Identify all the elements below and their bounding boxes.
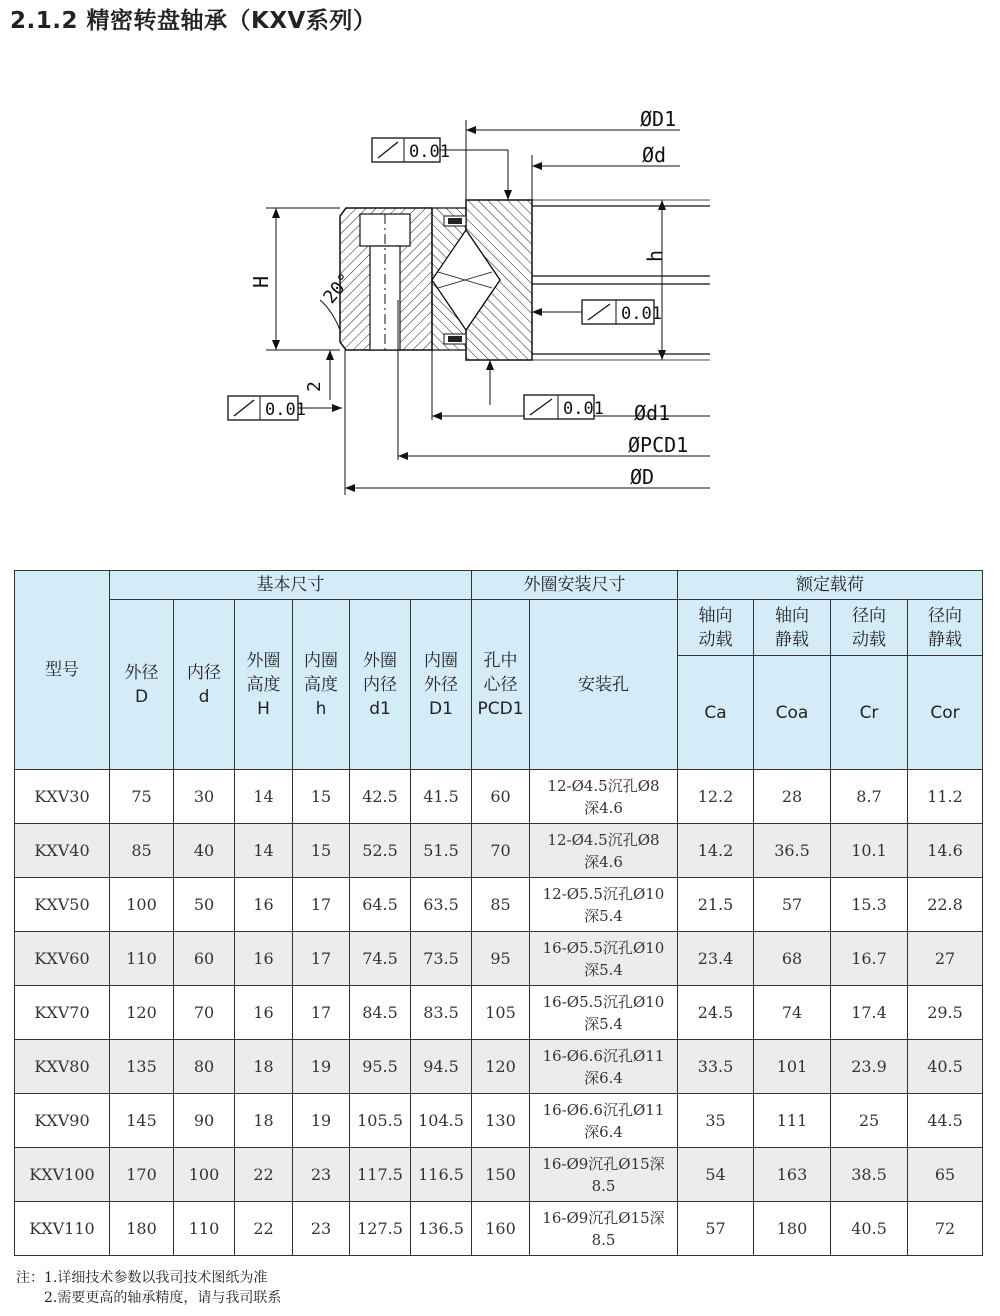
cell-D: 85 — [110, 824, 174, 878]
header-ca: Ca — [678, 656, 754, 770]
header-model: 型号 — [15, 571, 110, 770]
cell-model: KXV50 — [15, 878, 110, 932]
cell-Ca: 12.2 — [678, 770, 754, 824]
header-h — [293, 600, 350, 770]
cell-hole: 12-Ø4.5沉孔Ø8 深4.6 — [530, 824, 678, 878]
table-row — [15, 1202, 983, 1256]
cell-PCD1: 120 — [472, 1040, 530, 1094]
cell-Coa: 28 — [754, 770, 831, 824]
header-PCD1 — [472, 600, 530, 770]
cell-Cr: 23.9 — [831, 1040, 908, 1094]
cell-d: 50 — [174, 878, 235, 932]
cell-Cr: 16.7 — [831, 932, 908, 986]
cell-d1: 105.5 — [350, 1094, 411, 1148]
cell-hole: 12-Ø4.5沉孔Ø8 深4.6 — [530, 770, 678, 824]
cell-Coa: 57 — [754, 878, 831, 932]
header-d1 — [350, 600, 411, 770]
header-D — [110, 600, 174, 770]
tolerance-frame-left — [228, 396, 306, 420]
cell-hole: 16-Ø6.6沉孔Ø11 深6.4 — [530, 1094, 678, 1148]
cell-h: 23 — [293, 1148, 350, 1202]
header-ca-top — [678, 600, 754, 656]
label-d1: Ød1 — [634, 401, 671, 425]
table-row — [15, 986, 983, 1040]
cell-H: 16 — [235, 986, 293, 1040]
cell-Cor: 22.8 — [908, 878, 983, 932]
label-gap: 2 — [304, 381, 325, 392]
cell-Ca: 21.5 — [678, 878, 754, 932]
cell-hole: 16-Ø9沉孔Ø15深 8.5 — [530, 1148, 678, 1202]
cell-d1: 117.5 — [350, 1148, 411, 1202]
cell-Cr: 25 — [831, 1094, 908, 1148]
tolerance-frame-right — [582, 300, 662, 324]
cell-model: KXV40 — [15, 824, 110, 878]
header-ca-top-label: 轴向 动载 — [698, 605, 733, 650]
cell-Ca: 33.5 — [678, 1040, 754, 1094]
header-d1-label: 外圈 内径 d1 — [363, 650, 397, 719]
shaft-lines — [532, 200, 710, 360]
tolerance-frame-top — [372, 138, 450, 162]
cell-Ca: 14.2 — [678, 824, 754, 878]
note-1: 注：1.详细技术参数以我司技术图纸为准 — [16, 1270, 268, 1286]
header-PCD1-label: 孔中 心径 PCD1 — [477, 650, 524, 719]
header-coa-top — [754, 600, 831, 656]
cell-Cr: 17.4 — [831, 986, 908, 1040]
header-D1 — [411, 600, 472, 770]
label-h: h — [643, 249, 667, 262]
tolerance-value: 0.01 — [621, 304, 662, 324]
tolerance-frame-bottom — [524, 395, 604, 419]
cell-d1: 42.5 — [350, 770, 411, 824]
cell-h: 19 — [293, 1040, 350, 1094]
cell-d: 60 — [174, 932, 235, 986]
cell-D1: 104.5 — [411, 1094, 472, 1148]
header-hole: 安装孔 — [530, 600, 678, 770]
bearing-drawing — [0, 60, 1000, 540]
label-d: Ød — [642, 143, 667, 167]
cell-D: 75 — [110, 770, 174, 824]
spec-table — [14, 570, 983, 1256]
cell-PCD1: 70 — [472, 824, 530, 878]
cell-PCD1: 95 — [472, 932, 530, 986]
cell-d1: 95.5 — [350, 1040, 411, 1094]
cell-D1: 94.5 — [411, 1040, 472, 1094]
cell-Cor: 44.5 — [908, 1094, 983, 1148]
cell-h: 17 — [293, 878, 350, 932]
cell-hole: 12-Ø5.5沉孔Ø10 深5.4 — [530, 878, 678, 932]
cell-D: 100 — [110, 878, 174, 932]
cell-model: KXV80 — [15, 1040, 110, 1094]
cell-d: 40 — [174, 824, 235, 878]
table-row — [15, 932, 983, 986]
cell-d1: 84.5 — [350, 986, 411, 1040]
header-d — [174, 600, 235, 770]
cell-Ca: 23.4 — [678, 932, 754, 986]
cell-h: 17 — [293, 932, 350, 986]
cell-D1: 116.5 — [411, 1148, 472, 1202]
cell-d: 90 — [174, 1094, 235, 1148]
cell-Cr: 40.5 — [831, 1202, 908, 1256]
cell-Ca: 57 — [678, 1202, 754, 1256]
header-cor-top-label: 径向 静载 — [928, 605, 962, 650]
header-cor: Cor — [908, 656, 983, 770]
header-basic-dimensions: 基本尺寸 — [110, 571, 472, 600]
cell-h: 15 — [293, 770, 350, 824]
cell-h: 17 — [293, 986, 350, 1040]
cell-H: 22 — [235, 1202, 293, 1256]
cell-h: 23 — [293, 1202, 350, 1256]
cell-d1: 127.5 — [350, 1202, 411, 1256]
header-D1-label: 内圈 外径 D1 — [424, 650, 458, 719]
cell-PCD1: 105 — [472, 986, 530, 1040]
cell-Cor: 27 — [908, 932, 983, 986]
header-rated-load: 额定载荷 — [678, 571, 983, 600]
cell-Cr: 38.5 — [831, 1148, 908, 1202]
cell-D: 135 — [110, 1040, 174, 1094]
cell-hole: 16-Ø5.5沉孔Ø10 深5.4 — [530, 986, 678, 1040]
header-mounting: 外圈安装尺寸 — [472, 571, 678, 600]
cell-D1: 73.5 — [411, 932, 472, 986]
cell-h: 19 — [293, 1094, 350, 1148]
header-d-label: 内径 d — [187, 662, 221, 707]
cell-H: 18 — [235, 1094, 293, 1148]
table-row — [15, 770, 983, 824]
cell-Coa: 180 — [754, 1202, 831, 1256]
cell-D1: 41.5 — [411, 770, 472, 824]
label-D1: ØD1 — [640, 107, 677, 131]
cell-H: 22 — [235, 1148, 293, 1202]
cell-d: 110 — [174, 1202, 235, 1256]
tolerance-value: 0.01 — [265, 400, 306, 420]
cell-H: 14 — [235, 770, 293, 824]
cell-PCD1: 150 — [472, 1148, 530, 1202]
cell-Coa: 68 — [754, 932, 831, 986]
cell-Ca: 35 — [678, 1094, 754, 1148]
header-coa-top-label: 轴向 静载 — [775, 605, 809, 650]
table-body — [15, 770, 983, 1256]
note-2: 2.需要更高的轴承精度，请与我司联系 — [44, 1290, 282, 1306]
table-row — [15, 1148, 983, 1202]
cell-model: KXV60 — [15, 932, 110, 986]
label-PCD1: ØPCD1 — [628, 433, 689, 457]
cell-D: 145 — [110, 1094, 174, 1148]
cell-hole: 16-Ø5.5沉孔Ø10 深5.4 — [530, 932, 678, 986]
header-H — [235, 600, 293, 770]
cell-model: KXV90 — [15, 1094, 110, 1148]
label-H: H — [249, 275, 273, 288]
cell-d: 30 — [174, 770, 235, 824]
cell-d1: 64.5 — [350, 878, 411, 932]
cell-Cr: 10.1 — [831, 824, 908, 878]
cell-Ca: 54 — [678, 1148, 754, 1202]
inner-ring — [432, 200, 532, 360]
cell-D1: 136.5 — [411, 1202, 472, 1256]
cell-Cor: 29.5 — [908, 986, 983, 1040]
header-h-label: 内圈 高度 h — [304, 650, 338, 719]
cell-H: 16 — [235, 932, 293, 986]
cell-hole: 16-Ø6.6沉孔Ø11 深6.4 — [530, 1040, 678, 1094]
cell-PCD1: 160 — [472, 1202, 530, 1256]
header-cor-top — [908, 600, 983, 656]
page-title: 2.1.2 精密转盘轴承（KXV系列） — [10, 8, 377, 34]
cell-D1: 83.5 — [411, 986, 472, 1040]
cell-model: KXV100 — [15, 1148, 110, 1202]
table-row — [15, 824, 983, 878]
cell-Cr: 15.3 — [831, 878, 908, 932]
cell-H: 14 — [235, 824, 293, 878]
cell-Coa: 74 — [754, 986, 831, 1040]
cell-H: 16 — [235, 878, 293, 932]
cell-PCD1: 130 — [472, 1094, 530, 1148]
cell-model: KXV110 — [15, 1202, 110, 1256]
tolerance-value: 0.01 — [409, 142, 450, 162]
header-H-label: 外圈 高度 H — [246, 650, 281, 719]
cell-hole: 16-Ø9沉孔Ø15深 8.5 — [530, 1202, 678, 1256]
cell-h: 15 — [293, 824, 350, 878]
cell-D: 110 — [110, 932, 174, 986]
header-cr-top-label: 径向 动载 — [852, 605, 886, 650]
cell-Cor: 65 — [908, 1148, 983, 1202]
cell-d: 100 — [174, 1148, 235, 1202]
cell-D: 120 — [110, 986, 174, 1040]
label-D: ØD — [630, 465, 655, 489]
cell-Cor: 72 — [908, 1202, 983, 1256]
table-row — [15, 878, 983, 932]
cell-d: 70 — [174, 986, 235, 1040]
cell-PCD1: 85 — [472, 878, 530, 932]
cell-D: 180 — [110, 1202, 174, 1256]
header-coa: Coa — [754, 656, 831, 770]
label-angle: 20° — [319, 269, 357, 308]
cell-D1: 51.5 — [411, 824, 472, 878]
notes — [16, 1268, 281, 1308]
cell-Cor: 11.2 — [908, 770, 983, 824]
table-row — [15, 1094, 983, 1148]
outer-ring — [340, 208, 432, 350]
table-row — [15, 1040, 983, 1094]
cell-Coa: 101 — [754, 1040, 831, 1094]
cell-D: 170 — [110, 1148, 174, 1202]
cell-Cr: 8.7 — [831, 770, 908, 824]
cell-Ca: 24.5 — [678, 986, 754, 1040]
cell-PCD1: 60 — [472, 770, 530, 824]
cell-Coa: 163 — [754, 1148, 831, 1202]
cell-model: KXV70 — [15, 986, 110, 1040]
cell-Cor: 40.5 — [908, 1040, 983, 1094]
header-D-label: 外径 D — [124, 662, 159, 707]
cell-d: 80 — [174, 1040, 235, 1094]
header-cr: Cr — [831, 656, 908, 770]
tolerance-value: 0.01 — [563, 399, 604, 419]
cell-model: KXV30 — [15, 770, 110, 824]
cell-d1: 52.5 — [350, 824, 411, 878]
cell-Cor: 14.6 — [908, 824, 983, 878]
cell-Coa: 36.5 — [754, 824, 831, 878]
header-cr-top — [831, 600, 908, 656]
cell-D1: 63.5 — [411, 878, 472, 932]
cell-H: 18 — [235, 1040, 293, 1094]
cell-d1: 74.5 — [350, 932, 411, 986]
cell-Coa: 111 — [754, 1094, 831, 1148]
